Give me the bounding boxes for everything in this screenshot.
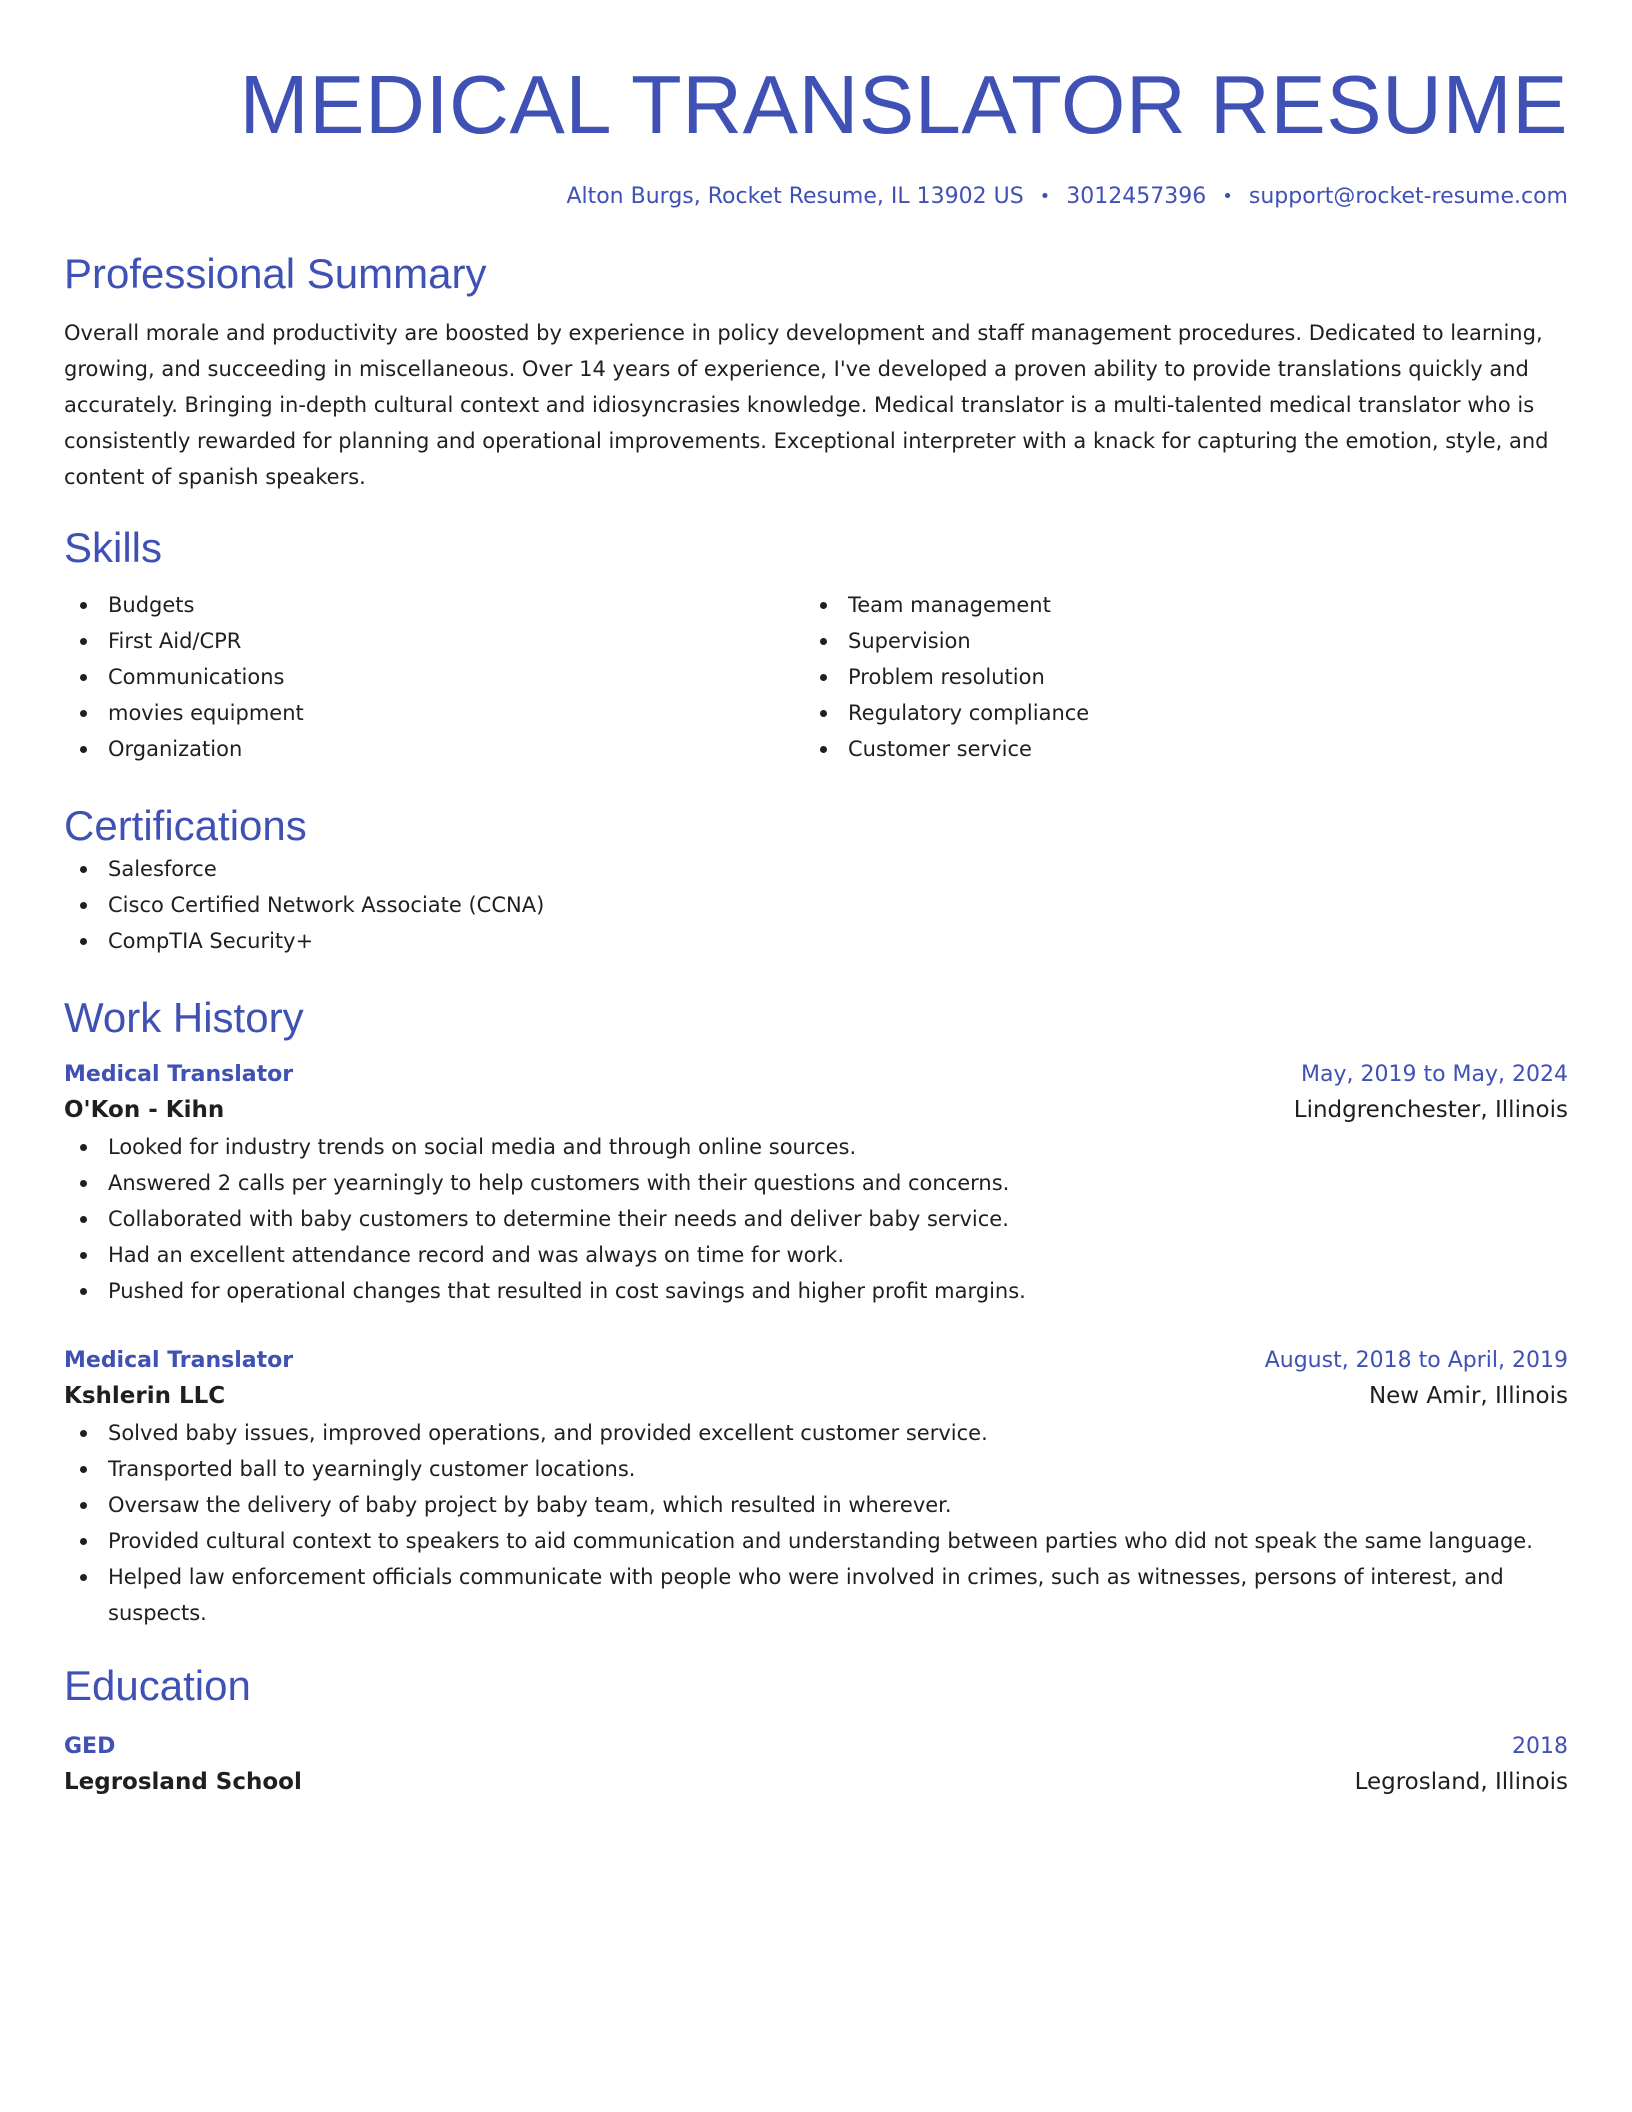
job-company-row — [64, 1377, 1568, 1415]
skill-item: Communications — [64, 659, 804, 695]
job-duty-item: Pushed for operational changes that resulted in cost savings and higher profit margins. — [64, 1273, 1568, 1309]
skills-list-left — [64, 587, 804, 767]
job-title-row — [64, 1345, 1568, 1377]
summary-heading: Professional Summary — [64, 250, 487, 297]
job-company: Kshlerin LLC — [64, 1383, 226, 1409]
summary-text: Overall morale and productivity are boosted by experience in policy development and staff management procedures. Dedicated to learning, growing, and succeeding in miscellaneous. Over 14 years of experience, I've developed a proven ability to provide translations quickly and accurately. Bringing in-depth cultural context and idiosyncrasies knowledge. Medical translator is a multi-talented medical translator who is consistently rewarded for planning and operational improvements. Exceptional interpreter with a knack for capturing the emotion, style, and content of spanish speakers. — [64, 321, 1549, 489]
education-school-row — [64, 1763, 1568, 1801]
job-duty-item: Solved baby issues, improved operations, and provided excellent customer service. — [64, 1415, 1568, 1451]
certifications-list — [64, 851, 1568, 959]
job-company: O'Kon - Kihn — [64, 1097, 225, 1123]
contact-email: support@rocket-resume.com — [1248, 184, 1568, 209]
skill-item: Supervision — [804, 623, 1544, 659]
contact-line — [64, 181, 1568, 213]
job-dates: August, 2018 to April, 2019 — [1264, 1348, 1568, 1373]
contact-separator: • — [1039, 186, 1051, 207]
education-year: 2018 — [1512, 1734, 1568, 1759]
certifications-section — [64, 801, 1568, 959]
certification-item: Cisco Certified Network Associate (CCNA) — [64, 887, 1568, 923]
work-history-heading: Work History — [64, 994, 304, 1041]
contact-separator: • — [1222, 186, 1233, 207]
contact-address: Alton Burgs, Rocket Resume, IL 13902 US — [566, 184, 1024, 209]
skills-list-right — [804, 587, 1544, 767]
job-duty-item: Provided cultural context to speakers to aid communication and understanding between parties who did not speak the same language. — [64, 1523, 1568, 1559]
skill-item: Budgets — [64, 587, 804, 623]
job-duty-item: Helped law enforcement officials communicate with people who were involved in crimes, such as witnesses, persons of interest, and suspects. — [64, 1559, 1568, 1631]
education-degree-row — [64, 1731, 1568, 1763]
education-entry — [64, 1731, 1568, 1801]
job-duty-item: Oversaw the delivery of baby project by baby team, which resulted in wherever. — [64, 1487, 1568, 1523]
skills-section — [64, 523, 1568, 767]
job-duty-item: Collaborated with baby customers to determine their needs and deliver baby service. — [64, 1201, 1568, 1237]
skill-item: Problem resolution — [804, 659, 1544, 695]
job-location: Lindgrenchester, Illinois — [1293, 1097, 1568, 1123]
job-title-row — [64, 1059, 1568, 1091]
job-entry — [64, 1059, 1568, 1309]
skill-item: Team management — [804, 587, 1544, 623]
skill-item: movies equipment — [64, 695, 804, 731]
job-title: Medical Translator — [64, 1348, 294, 1373]
education-heading: Education — [64, 1662, 251, 1709]
job-duty-item: Had an excellent attendance record and was always on time for work. — [64, 1237, 1568, 1273]
summary-section — [64, 249, 1568, 495]
job-duties-list — [64, 1129, 1568, 1309]
job-dates: May, 2019 to May, 2024 — [1301, 1062, 1568, 1087]
education-degree: GED — [64, 1734, 116, 1759]
job-duties-list — [64, 1415, 1568, 1631]
skill-item: Regulatory compliance — [804, 695, 1544, 731]
job-duty-item: Transported ball to yearningly customer locations. — [64, 1451, 1568, 1487]
skills-grid — [64, 587, 1568, 767]
job-company-row — [64, 1091, 1568, 1129]
work-history-section — [64, 993, 1568, 1631]
job-entry — [64, 1345, 1568, 1631]
job-duty-item: Looked for industry trends on social media and through online sources. — [64, 1129, 1568, 1165]
skills-heading: Skills — [64, 524, 163, 571]
skill-item: First Aid/CPR — [64, 623, 804, 659]
education-location: Legrosland, Illinois — [1354, 1769, 1568, 1795]
certification-item: CompTIA Security+ — [64, 923, 1568, 959]
job-location: New Amir, Illinois — [1368, 1383, 1568, 1409]
job-duty-item: Answered 2 calls per yearningly to help customers with their questions and concerns. — [64, 1165, 1568, 1201]
contact-phone: 3012457396 — [1066, 184, 1207, 209]
skill-item: Customer service — [804, 731, 1544, 767]
certification-item: Salesforce — [64, 851, 1568, 887]
job-title: Medical Translator — [64, 1062, 294, 1087]
skill-item: Organization — [64, 731, 804, 767]
resume-header — [64, 55, 1568, 213]
certifications-heading: Certifications — [64, 802, 307, 849]
education-school: Legrosland School — [64, 1769, 302, 1795]
education-section — [64, 1661, 1568, 1801]
resume-title: MEDICAL TRANSLATOR RESUME — [239, 58, 1568, 151]
